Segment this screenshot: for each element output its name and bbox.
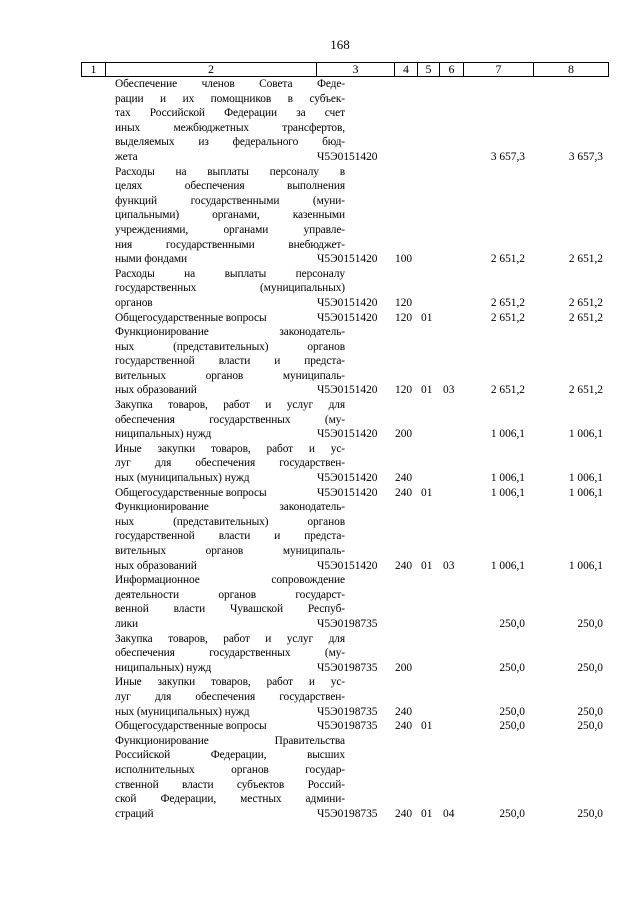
row-pr: 04 (443, 807, 455, 820)
row-vr: 240 (395, 705, 413, 718)
row-sum-7: 1 006,1 (490, 486, 525, 499)
row-name (115, 734, 345, 822)
row-sum-7: 2 651,2 (490, 311, 525, 324)
table-row (81, 719, 609, 734)
row-rz: 01 (421, 720, 433, 733)
row-sum-7: 250,0 (499, 661, 525, 674)
row-name-line: Функционирование законодатель- (115, 501, 345, 514)
row-name-line: лики (115, 617, 139, 630)
row-name-line: ных (представительных) органов (115, 515, 345, 528)
row-sum-8: 1 006,1 (568, 428, 603, 441)
row-rz: 01 (421, 384, 433, 397)
row-name-line: исполнительных органов государ- (115, 763, 345, 776)
row-vr: 240 (395, 720, 413, 733)
row-name-line: жета (115, 150, 138, 163)
table-row (81, 442, 609, 486)
header-col-3: 3 (352, 62, 359, 76)
row-name-line: Закупка товаров, работ и услуг для (115, 399, 345, 412)
row-sum-7: 250,0 (499, 705, 525, 718)
row-vr: 200 (395, 661, 413, 674)
table-row (81, 486, 609, 501)
row-name-line: ской Федерации, местных админи- (115, 793, 345, 806)
row-code: Ч5Э0198735 (317, 705, 378, 718)
row-name-line: рации и их помощников в субъек- (115, 92, 345, 105)
row-rz: 01 (421, 486, 433, 499)
row-name-line: ния государственными внебюджет- (115, 238, 345, 251)
row-code: Ч5Э0198735 (317, 720, 378, 733)
row-vr: 100 (395, 253, 413, 266)
row-name-line: страций (115, 807, 154, 820)
header-col-7: 7 (495, 62, 502, 76)
header-col-1: 1 (90, 62, 97, 76)
row-name-line: ниципальных) нужд (115, 428, 212, 441)
row-name-line: ниципальных) нужд (115, 661, 212, 674)
row-name (115, 77, 345, 165)
row-name-line: обеспечения государственных (му- (115, 413, 345, 426)
row-sum-7: 250,0 (499, 617, 525, 630)
row-code: Ч5Э0198735 (317, 617, 378, 630)
table-row (81, 267, 609, 311)
row-name-line: Информационное сопровождение (115, 574, 345, 587)
header-col-4: 4 (403, 62, 409, 76)
row-name-line: ных (муниципальных) нужд (115, 472, 250, 485)
row-name (115, 486, 345, 501)
row-code: Ч5Э0151420 (317, 472, 378, 485)
row-sum-7: 1 006,1 (490, 428, 525, 441)
row-name (115, 311, 345, 326)
row-sum-7: 3 657,3 (490, 150, 525, 163)
row-vr: 120 (395, 296, 413, 309)
row-name-line: ных (муниципальных) нужд (115, 705, 250, 718)
row-name-line: Общегосударственные вопросы (115, 311, 267, 324)
row-name-line: обеспечения государственных (му- (115, 647, 345, 660)
table-row (81, 675, 609, 719)
row-name (115, 573, 345, 631)
row-name-line: ципальными) органами, казенными (115, 209, 345, 222)
table-row (81, 165, 609, 267)
header-col-6: 6 (448, 62, 455, 76)
header-col-8: 8 (568, 62, 574, 76)
row-sum-7: 250,0 (499, 807, 525, 820)
row-name-line: ственной власти субъектов Россий- (115, 778, 345, 791)
row-name-line: тах Российской Федерации за счет (115, 107, 345, 120)
row-name-line: учреждениями, органами управле- (115, 223, 345, 236)
row-name (115, 267, 345, 311)
row-name-line: выделяемых из федерального бюд- (115, 136, 345, 149)
row-sum-8: 2 651,2 (568, 311, 603, 324)
row-code: Ч5Э0198735 (317, 807, 378, 820)
row-pr: 03 (443, 559, 455, 572)
table-header-row (81, 62, 609, 77)
row-name-line: целях обеспечения выполнения (115, 180, 345, 193)
row-sum-8: 1 006,1 (568, 486, 603, 499)
row-code: Ч5Э0151420 (317, 384, 378, 397)
row-name-line: венной власти Чувашской Респуб- (115, 603, 345, 616)
row-rz: 01 (421, 559, 433, 572)
row-rz: 01 (421, 807, 433, 820)
row-rz: 01 (421, 311, 433, 324)
row-name-line: государственных (муниципальных) (115, 282, 345, 295)
table-row (81, 77, 609, 165)
row-sum-7: 250,0 (499, 720, 525, 733)
row-name-line: Закупка товаров, работ и услуг для (115, 632, 345, 645)
row-name (115, 719, 345, 734)
row-name (115, 632, 345, 676)
row-sum-7: 2 651,2 (490, 384, 525, 397)
row-code: Ч5Э0151420 (317, 253, 378, 266)
row-pr: 03 (443, 384, 455, 397)
row-code: Ч5Э0151420 (317, 150, 378, 163)
row-sum-8: 2 651,2 (568, 296, 603, 309)
row-name-line: деятельности органов государст- (115, 588, 345, 601)
row-vr: 240 (395, 472, 413, 485)
row-vr: 240 (395, 559, 413, 572)
table-body (81, 77, 609, 821)
row-sum-7: 1 006,1 (490, 472, 525, 485)
row-name (115, 675, 345, 719)
row-name-line: ных образований (115, 559, 197, 572)
row-name (115, 442, 345, 486)
row-vr: 120 (395, 384, 413, 397)
row-name-line: Обеспечение членов Совета Феде- (115, 78, 345, 90)
row-name-line: луг для обеспечения государствен- (115, 690, 345, 703)
table-row (81, 500, 609, 573)
row-name-line: Функционирование законодатель- (115, 326, 345, 339)
row-sum-8: 1 006,1 (568, 559, 603, 572)
row-vr: 120 (395, 311, 413, 324)
row-name (115, 325, 345, 398)
row-name-line: ными фондами (115, 253, 188, 266)
row-code: Ч5Э0151420 (317, 296, 378, 309)
row-sum-8: 250,0 (577, 705, 603, 718)
table-row (81, 632, 609, 676)
row-code: Ч5Э0151420 (317, 486, 378, 499)
row-sum-8: 2 651,2 (568, 253, 603, 266)
row-name-line: Общегосударственные вопросы (115, 720, 267, 733)
row-sum-7: 2 651,2 (490, 296, 525, 309)
row-name (115, 500, 345, 573)
header-col-2: 2 (208, 62, 214, 76)
row-name-line: государственной власти и предста- (115, 530, 345, 543)
row-sum-8: 3 657,3 (568, 150, 603, 163)
row-vr: 240 (395, 486, 413, 499)
row-sum-7: 2 651,2 (490, 253, 525, 266)
row-name (115, 165, 345, 267)
table-row (81, 734, 609, 822)
row-name-line: функций государственными (муни- (115, 194, 345, 207)
row-sum-8: 250,0 (577, 720, 603, 733)
table-row (81, 573, 609, 631)
row-code: Ч5Э0151420 (317, 311, 378, 324)
row-name-line: Расходы на выплаты персоналу (115, 267, 345, 280)
row-vr: 200 (395, 428, 413, 441)
row-name-line: Расходы на выплаты персоналу в (115, 165, 345, 178)
row-name-line: иных межбюджетных трансфертов, (115, 121, 345, 134)
header-col-5: 5 (425, 62, 432, 76)
row-name-line: Иные закупки товаров, работ и ус- (115, 442, 345, 455)
row-name-line: вительных органов муниципаль- (115, 369, 345, 382)
row-code: Ч5Э0151420 (317, 559, 378, 572)
table-row (81, 311, 609, 326)
row-name-line: Функционирование Правительства (115, 734, 345, 747)
row-name-line: ных (представительных) органов (115, 340, 345, 353)
row-name-line: вительных органов муниципаль- (115, 545, 345, 557)
row-vr: 240 (395, 807, 413, 820)
row-name-line: органов (115, 296, 153, 309)
row-name-line: Российской Федерации, высших (115, 749, 345, 762)
row-sum-8: 2 651,2 (568, 384, 603, 397)
row-name-line: ных образований (115, 384, 197, 397)
row-name-line: государственной власти и предста- (115, 355, 345, 368)
table-row (81, 325, 609, 398)
row-sum-8: 250,0 (577, 617, 603, 630)
row-code: Ч5Э0198735 (317, 661, 378, 674)
row-sum-7: 1 006,1 (490, 559, 525, 572)
table-row (81, 398, 609, 442)
row-name-line: Иные закупки товаров, работ и ус- (115, 676, 345, 689)
row-sum-8: 1 006,1 (568, 472, 603, 485)
row-code: Ч5Э0151420 (317, 428, 378, 441)
page-number: 168 (330, 37, 350, 52)
row-name-line: Общегосударственные вопросы (115, 486, 267, 499)
row-sum-8: 250,0 (577, 661, 603, 674)
row-name-line: луг для обеспечения государствен- (115, 457, 345, 470)
row-name (115, 398, 345, 442)
row-sum-8: 250,0 (577, 807, 603, 820)
